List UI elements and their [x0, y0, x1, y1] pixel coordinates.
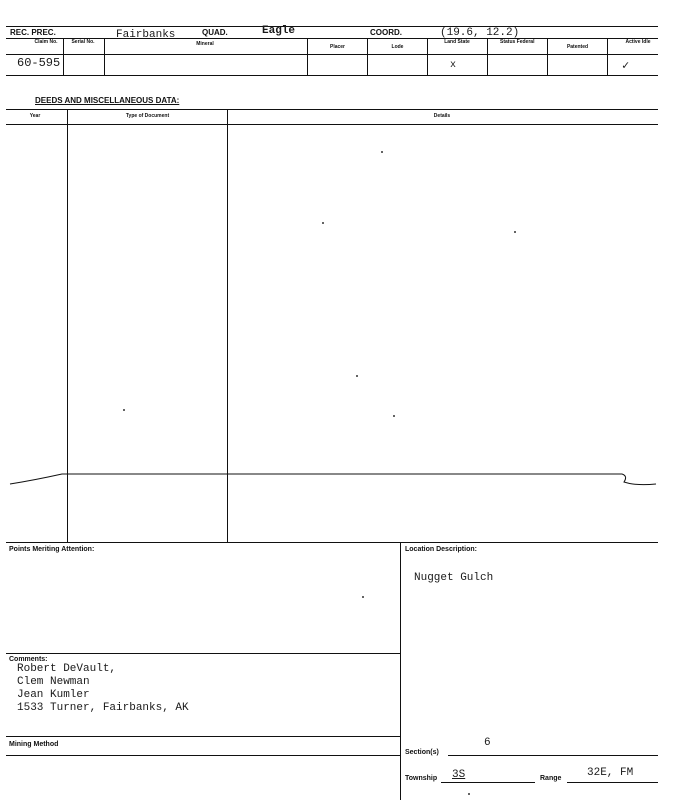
header-divider-3	[307, 38, 308, 75]
comment-line: Jean Kumler	[17, 689, 90, 701]
speck	[362, 596, 364, 598]
header-top-rule	[6, 26, 658, 27]
header-divider-6	[487, 38, 488, 75]
active-idle-value: ✓	[622, 59, 630, 73]
col-year: Year	[29, 113, 41, 119]
comments-text	[17, 663, 189, 715]
range-underline	[567, 782, 658, 783]
header-divider-4	[367, 38, 368, 75]
lower-center-divider	[400, 542, 401, 800]
quad-label: QUAD.	[202, 28, 228, 37]
range-label: Range	[540, 775, 562, 782]
speck	[381, 151, 383, 153]
township-underline	[441, 782, 535, 783]
col-status-federal: Status Federal	[500, 39, 535, 45]
comment-line: Robert DeVault,	[17, 663, 117, 675]
col-active-idle: Active Idle	[625, 39, 651, 45]
col-details: Details	[433, 113, 451, 119]
header-divider-2	[104, 38, 105, 75]
comments-top-rule	[6, 653, 400, 654]
rec-prec-value: Fairbanks	[116, 29, 176, 41]
col-serial-no: Serial No.	[71, 39, 95, 45]
speck	[322, 222, 324, 224]
col-lode: Lode	[391, 44, 404, 50]
header-divider-8	[607, 38, 608, 75]
col-patented: Patented	[566, 44, 589, 50]
section-underline	[448, 755, 658, 756]
land-state-value: x	[450, 60, 457, 71]
rec-prec-label: REC. PREC.	[10, 28, 56, 37]
location-description-value: Nugget Gulch	[414, 572, 494, 584]
claim-no-value: 60-595	[17, 56, 61, 70]
col-claim-no: Claim No.	[34, 39, 58, 45]
deeds-header-rule	[6, 124, 658, 125]
points-meriting-attention-label: Points Meriting Attention:	[9, 546, 95, 553]
speck	[514, 231, 516, 233]
col-type-of-document: Type of Document	[125, 113, 170, 119]
comment-line: Clem Newman	[17, 676, 90, 688]
quad-value: Eagle	[262, 25, 296, 37]
township-value: 3S	[452, 769, 466, 781]
col-land-state: Land State	[444, 39, 470, 45]
location-description-label: Location Description:	[405, 546, 477, 553]
section-label: Section(s)	[405, 749, 439, 756]
sheet-join-line	[0, 466, 678, 490]
mining-method-rule	[6, 755, 400, 756]
coord-value: (19.6, 12.2)	[440, 27, 520, 39]
deeds-title: DEEDS AND MISCELLANEOUS DATA:	[35, 96, 180, 105]
comment-line: 1533 Turner, Fairbanks, AK	[17, 702, 189, 714]
range-value: 32E, FM	[587, 767, 634, 779]
speck	[393, 415, 395, 417]
mining-method-label: Mining Method	[9, 741, 59, 748]
comments-label: Comments:	[9, 656, 48, 663]
speck	[356, 375, 358, 377]
header-bottom-rule	[6, 75, 658, 76]
col-mineral: Mineral	[196, 41, 214, 47]
lower-top-rule	[6, 542, 658, 543]
speck	[123, 409, 125, 411]
header-divider-7	[547, 38, 548, 75]
speck	[468, 793, 470, 795]
header-divider-1	[63, 38, 64, 75]
township-label: Township	[405, 775, 438, 782]
deeds-top-rule	[6, 109, 658, 110]
section-value: 6	[484, 737, 491, 749]
col-placer: Placer	[329, 44, 345, 50]
header-divider-5	[427, 38, 428, 75]
coord-label: COORD.	[370, 28, 402, 37]
mining-method-top-rule	[6, 736, 400, 737]
